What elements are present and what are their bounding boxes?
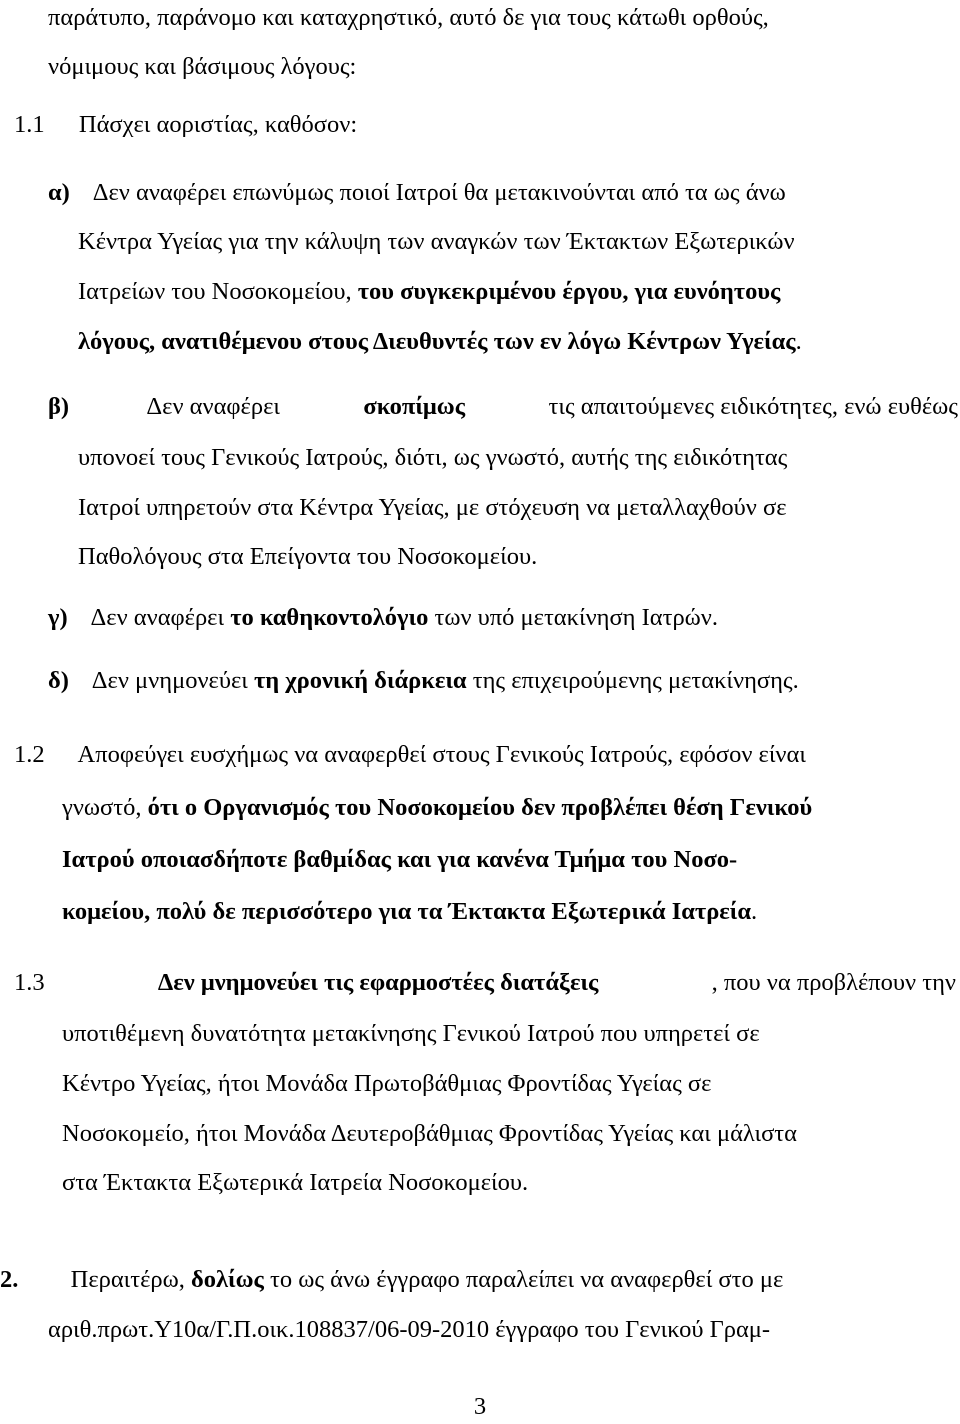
section-2-text-b: το ως άνω έγγραφο παραλείπει να αναφερθεί στο με (263, 1266, 784, 1293)
item-c-text-b: των υπό μετακίνηση Ιατρών. (428, 604, 719, 631)
section-1-2-bold-2: ότι ο Οργανισμός του Νοσοκομείου δεν προβλέπει θέση Γενικού (147, 794, 813, 821)
section-number-1-2: 1.2 (14, 741, 45, 768)
section-1-2-line-1 (14, 740, 806, 770)
item-c-bold: το καθηκοντολόγιο (230, 604, 429, 631)
section-1-2-bold-3: Ιατρού οποιασδήποτε βαθμίδας και για κανένα Τμήμα του Νοσο- (62, 846, 738, 873)
section-2-line-1 (0, 1265, 783, 1295)
intro-line-1 (48, 3, 769, 33)
section-1-3-text-3: Κέντρο Υγείας, ήτοι Μονάδα Πρωτοβάθμιας Φροντίδας Υγείας σε (62, 1070, 712, 1097)
intro-line-2 (48, 52, 356, 82)
item-b-text-3: Ιατροί υπηρετούν στα Κέντρα Υγείας, με στόχευση να μεταλλαχθούν σε (78, 494, 787, 521)
item-a-line-1 (48, 178, 786, 208)
section-1-2-line-4 (62, 897, 757, 927)
section-1-3-line-1 (14, 968, 956, 998)
section-1-3-text-1: , που να προβλέπουν την (711, 969, 956, 996)
section-1-3-line-3 (62, 1069, 711, 1099)
item-a-line-3 (78, 277, 780, 307)
item-a-text-3: Ιατρείων του Νοσοκομείου, (78, 278, 358, 305)
item-a-bold-3: του συγκεκριμένου έργου, για ευνόητους (357, 278, 781, 305)
section-1-3-line-4 (62, 1119, 797, 1149)
intro-text-2: νόμιμους και βάσιμους λόγους: (48, 53, 357, 80)
section-1-2-line-3 (62, 845, 956, 875)
item-d-text-b: της επιχειρούμενης μετακίνησης. (466, 667, 799, 694)
item-b-label: β) (48, 393, 70, 420)
page-number: 3 (473, 1393, 487, 1420)
section-number-1-3: 1.3 (14, 969, 45, 996)
item-a-line-4 (78, 327, 802, 357)
section-number-2: 2. (0, 1266, 19, 1293)
item-b-text-1: τις απαιτούμενες ειδικότητες, ενώ ευθέως (542, 393, 958, 420)
section-1-2-text-1: Αποφεύγει ευσχήμως να αναφερθεί στους Γενικούς Ιατρούς, εφόσον είναι (77, 741, 806, 768)
section-1-1-title: Πάσχει αοριστίας, καθόσον: (78, 111, 358, 138)
item-c-text-a: Δεν αναφέρει (90, 604, 231, 631)
item-d-text-a: Δεν μνημονεύει (91, 667, 254, 694)
section-1-1-heading (14, 110, 357, 140)
item-b-text-2: υπονοεί τους Γενικούς Ιατρούς, διότι, ως γνωστό, αυτής της ειδικότητας (78, 444, 788, 471)
section-2-text-2: αριθ.πρωτ.Υ10α/Γ.Π.οικ.108837/06-09-2010 έγγραφο του Γενικού Γραμ- (48, 1316, 771, 1343)
item-c-label: γ) (48, 604, 68, 631)
item-a-label: α) (48, 179, 70, 206)
section-1-3-text-4: Νοσοκομείο, ήτοι Μονάδα Δευτεροβάθμιας Φροντίδας Υγείας και μάλιστα (62, 1120, 797, 1147)
section-2-line-2 (48, 1315, 770, 1345)
item-a-text-1: Δεν αναφέρει επωνύμως ποιοί Ιατροί θα μετακινούνται από τα ως άνω (92, 179, 786, 206)
section-2-text-a: Περαιτέρω, (70, 1266, 191, 1293)
item-d-bold: τη χρονική διάρκεια (253, 667, 467, 694)
section-1-2-text-2: γνωστό, (62, 794, 148, 821)
section-1-2-end-4: . (751, 898, 758, 925)
item-a-bold-4: λόγους, ανατιθέμενου στους Διευθυντές των εν λόγω Κέντρων Υγείας (78, 328, 796, 355)
item-a-text-2: Κέντρα Υγείας για την κάλυψη των αναγκών των Έκτακτων Εξωτερικών (78, 228, 795, 255)
section-1-3-line-2 (62, 1019, 760, 1049)
item-b-text-4: Παθολόγους στα Επείγοντα του Νοσοκομείου. (78, 543, 538, 570)
item-b-line-4 (78, 542, 537, 572)
section-number-1-1: 1.1 (14, 111, 45, 138)
item-b-line-3 (78, 493, 787, 523)
section-1-2-bold-4: κομείου, πολύ δε περισσότερο για τα Έκτακτα Εξωτερικά Ιατρεία (62, 898, 752, 925)
item-d-line (48, 666, 799, 696)
section-1-3-text-5: στα Έκτακτα Εξωτερικά Ιατρεία Νοσοκομείου. (62, 1169, 529, 1196)
section-1-2-line-2 (62, 793, 812, 823)
item-b-line-1 (48, 392, 958, 422)
item-a-end-4: . (795, 328, 802, 355)
item-b-word-1: Δεν αναφέρει (146, 393, 287, 420)
section-2-bold: δολίως (191, 1266, 264, 1293)
section-1-3-line-5 (62, 1168, 528, 1198)
item-d-label: δ) (48, 667, 69, 694)
item-c-line (48, 603, 718, 633)
section-1-3-text-2: υποτιθέμενη δυνατότητα μετακίνησης Γενικού Ιατρού που υπηρετεί σε (62, 1020, 760, 1047)
item-a-line-2 (78, 227, 795, 257)
intro-text-1: παράτυπο, παράνομο και καταχρηστικό, αυτό δε για τους κάτωθι ορθούς, (48, 4, 769, 31)
item-b-line-2 (78, 443, 787, 473)
section-1-3-bold-1: Δεν μνημονεύει τις εφαρμοστέες διατάξεις (157, 969, 599, 996)
item-b-bold-1: σκοπίμως (363, 393, 466, 420)
